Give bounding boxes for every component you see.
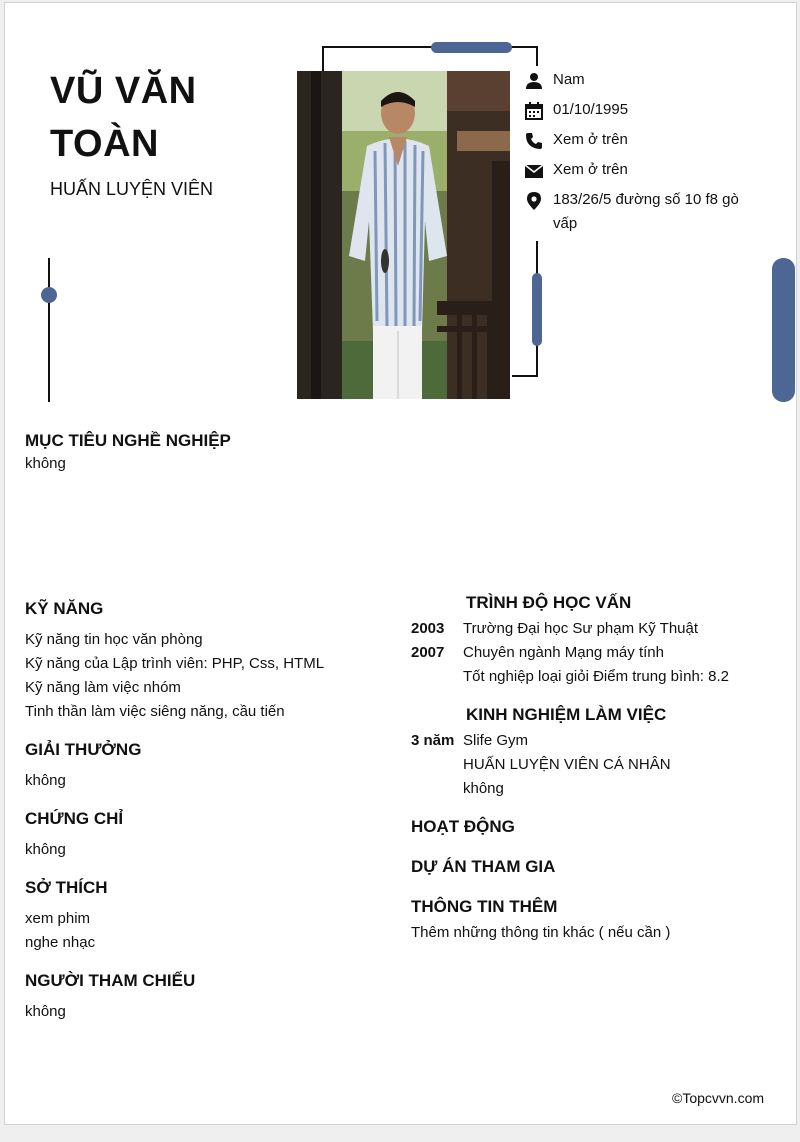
frame-left-line	[322, 46, 324, 72]
education-row-result	[411, 665, 729, 689]
objective-title: MỤC TIÊU NGHỀ NGHIỆP	[25, 431, 231, 450]
education-result: Tốt nghiệp loại giỏi Điểm trung bình: 8.2	[463, 668, 729, 685]
contact-address	[525, 191, 765, 236]
hobby-item: nghe nhạc	[25, 934, 96, 951]
scrollbar-thumb[interactable]	[772, 258, 795, 402]
footer-copyright: ©Topcvvn.com	[672, 1090, 765, 1106]
education-title: TRÌNH ĐỘ HỌC VẤN	[466, 593, 632, 612]
hobbies-list	[25, 907, 95, 955]
skills-list	[25, 628, 324, 724]
certificates-title: CHỨNG CHỈ	[25, 809, 124, 828]
experience-company: Slife Gym	[463, 732, 529, 749]
education-row-school	[411, 617, 698, 641]
experience-duration: 3 năm	[411, 732, 455, 749]
contact-email	[525, 161, 628, 182]
contact-address-text: 183/26/5 đường số 10 f8 gò vấp	[553, 191, 739, 232]
hobbies-title: SỞ THÍCH	[25, 878, 108, 897]
contact-gender	[525, 71, 585, 92]
awards-title: GIẢI THƯỞNG	[25, 740, 142, 759]
references-title: NGƯỜI THAM CHIẾU	[25, 971, 196, 990]
skill-item: Kỹ năng tin học văn phòng	[25, 631, 203, 648]
experience-position: HUẤN LUYỆN VIÊN CÁ NHÂN	[463, 756, 671, 773]
job-title: HUẤN LUYỆN VIÊN	[50, 179, 214, 199]
experience-row-description	[411, 777, 504, 801]
contact-birthdate	[525, 101, 628, 122]
mail-icon	[525, 162, 543, 180]
contact-birthdate-text: 01/10/1995	[553, 101, 629, 118]
contact-gender-text: Nam	[553, 71, 585, 88]
experience-title: KINH NGHIỆM LÀM VIỆC	[466, 705, 667, 724]
skills-title: KỸ NĂNG	[25, 599, 104, 618]
activities-title: HOẠT ĐỘNG	[411, 817, 515, 836]
projects-title: DỰ ÁN THAM GIA	[411, 857, 556, 876]
education-school: Trường Đại học Sư phạm Kỹ Thuật	[463, 620, 699, 637]
location-pin-icon	[525, 192, 543, 210]
frame-right-top-line	[536, 46, 538, 66]
contact-phone-text: Xem ở trên	[553, 131, 628, 148]
name-first-line: VŨ VĂN	[50, 70, 197, 112]
education-start-year: 2003	[411, 620, 445, 637]
skill-item: Tinh thần làm việc siêng năng, cầu tiến	[25, 703, 285, 720]
additional-info-title: THÔNG TIN THÊM	[411, 897, 558, 916]
skill-item: Kỹ năng làm việc nhóm	[25, 679, 181, 696]
frame-accent-vertical	[532, 273, 542, 346]
hobby-item: xem phim	[25, 910, 91, 927]
decorative-line-left	[48, 258, 50, 402]
education-end-year: 2007	[411, 644, 445, 661]
calendar-icon	[525, 102, 543, 120]
references-text: không	[25, 1003, 66, 1020]
frame-bottom-line	[512, 375, 538, 377]
phone-icon	[525, 132, 543, 150]
experience-row-company	[411, 729, 528, 753]
contact-phone	[525, 131, 628, 152]
profile-photo	[297, 71, 510, 399]
experience-row-position	[411, 753, 671, 777]
decorative-dot	[41, 287, 57, 303]
skill-item: Kỹ năng của Lập trình viên: PHP, Css, HTML	[25, 655, 325, 672]
person-icon	[525, 72, 543, 90]
frame-accent-bar	[431, 42, 512, 53]
experience-description: không	[463, 780, 504, 797]
education-major: Chuyên ngành Mạng máy tính	[463, 644, 664, 661]
objective-text: không	[25, 455, 66, 472]
certificates-text: không	[25, 841, 66, 858]
additional-info-text: Thêm những thông tin khác ( nếu cần )	[411, 924, 671, 941]
profile-photo-illustration	[297, 71, 510, 399]
awards-text: không	[25, 772, 66, 789]
name-second-line: TOÀN	[50, 123, 159, 165]
contact-email-text: Xem ở trên	[553, 161, 628, 178]
education-row-major	[411, 641, 664, 665]
